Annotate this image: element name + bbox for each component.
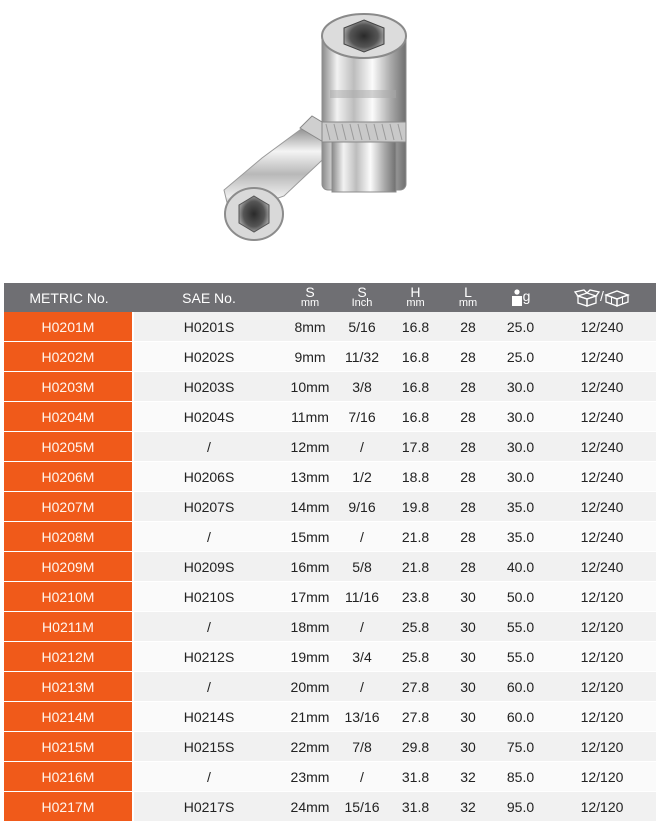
table-row [4,432,656,462]
cell-metric-no: H0207M [4,492,134,522]
socket-illustration [0,0,660,283]
cell-length: 30 [443,582,493,612]
box-open-icon [574,289,600,307]
cell-packing: 12/120 [548,732,656,762]
cell-sae-no: / [134,612,284,642]
header-s-inch-main: S [357,283,367,300]
cell-height: 16.8 [388,402,443,432]
cell-metric-no: H0213M [4,672,134,702]
cell-size-inch: 5/8 [336,552,388,582]
cell-packing: 12/240 [548,462,656,492]
cell-metric-no: H0201M [4,312,134,342]
cell-length: 28 [443,342,493,372]
cell-height: 18.8 [388,462,443,492]
cell-sae-no: H0201S [134,312,284,342]
cell-weight: 30.0 [493,402,548,432]
cell-weight: 55.0 [493,612,548,642]
cell-sae-no: H0204S [134,402,284,432]
cell-size-mm: 9mm [284,342,336,372]
header-l-sub: mm [458,296,478,309]
cell-size-inch: / [336,672,388,702]
cell-length: 28 [443,492,493,522]
cell-packing: 12/120 [548,642,656,672]
table-row [4,462,656,492]
cell-size-inch: 3/8 [336,372,388,402]
cell-length: 28 [443,372,493,402]
cell-length: 30 [443,702,493,732]
cell-packing: 12/120 [548,702,656,732]
cell-length: 28 [443,402,493,432]
cell-length: 28 [443,522,493,552]
header-metric: METRIC No. [4,283,134,312]
cell-packing: 12/240 [548,372,656,402]
cell-height: 29.8 [388,732,443,762]
cell-weight: 50.0 [493,582,548,612]
cell-length: 30 [443,732,493,762]
cell-size-mm: 21mm [284,702,336,732]
cell-metric-no: H0212M [4,642,134,672]
cell-sae-no: H0212S [134,642,284,672]
table-row [4,342,656,372]
cell-size-mm: 16mm [284,552,336,582]
cell-size-mm: 24mm [284,792,336,822]
product-photo [0,0,660,283]
cell-height: 19.8 [388,492,443,522]
cell-size-inch: 5/16 [336,312,388,342]
cell-length: 28 [443,462,493,492]
cell-size-inch: 13/16 [336,702,388,732]
cell-sae-no: / [134,522,284,552]
table-row [4,642,656,672]
cell-height: 23.8 [388,582,443,612]
header-weight [493,283,548,312]
cell-packing: 12/120 [548,672,656,702]
cell-sae-no: / [134,432,284,462]
cell-sae-no: H0210S [134,582,284,612]
table-row [4,582,656,612]
cell-size-inch: 3/4 [336,642,388,672]
cell-size-inch: 7/8 [336,732,388,762]
cell-size-mm: 12mm [284,432,336,462]
cell-weight: 30.0 [493,372,548,402]
header-s-mm-main: S [305,283,315,300]
cell-metric-no: H0215M [4,732,134,762]
header-packing-sep: / [600,288,604,305]
cell-height: 27.8 [388,702,443,732]
cell-size-inch: 1/2 [336,462,388,492]
cell-packing: 12/120 [548,612,656,642]
cell-weight: 85.0 [493,762,548,792]
cell-metric-no: H0205M [4,432,134,462]
cell-size-mm: 22mm [284,732,336,762]
cell-metric-no: H0209M [4,552,134,582]
cell-size-inch: / [336,762,388,792]
cell-packing: 12/120 [548,762,656,792]
header-sae: SAE No. [134,283,284,312]
table-row [4,522,656,552]
header-h [388,283,443,312]
cell-sae-no: H0206S [134,462,284,492]
cell-size-mm: 23mm [284,762,336,792]
table-row [4,762,656,792]
cell-weight: 95.0 [493,792,548,822]
cell-packing: 12/240 [548,432,656,462]
cell-length: 30 [443,672,493,702]
cell-height: 25.8 [388,642,443,672]
cell-sae-no: H0214S [134,702,284,732]
cell-height: 21.8 [388,552,443,582]
cell-size-mm: 17mm [284,582,336,612]
cell-size-mm: 10mm [284,372,336,402]
cell-weight: 75.0 [493,732,548,762]
header-s-mm-sub: mm [300,296,320,309]
cell-sae-no: H0217S [134,792,284,822]
cell-size-inch: 9/16 [336,492,388,522]
table-body [4,312,656,822]
table-row [4,792,656,822]
cell-length: 28 [443,432,493,462]
table-row [4,612,656,642]
cell-height: 31.8 [388,762,443,792]
cell-size-inch: 11/32 [336,342,388,372]
cell-size-mm: 8mm [284,312,336,342]
table-header-row [4,283,656,312]
cell-sae-no: H0207S [134,492,284,522]
cell-size-mm: 14mm [284,492,336,522]
cell-metric-no: H0211M [4,612,134,642]
header-weight-unit: g [522,288,531,305]
cell-size-inch: 7/16 [336,402,388,432]
cell-length: 32 [443,792,493,822]
cell-size-inch: 15/16 [336,792,388,822]
cell-height: 25.8 [388,612,443,642]
cell-height: 16.8 [388,312,443,342]
cell-metric-no: H0204M [4,402,134,432]
cell-weight: 60.0 [493,672,548,702]
cell-weight: 30.0 [493,432,548,462]
header-s-inch [336,283,388,312]
cell-metric-no: H0210M [4,582,134,612]
table-row [4,492,656,522]
cell-size-inch: / [336,612,388,642]
cell-metric-no: H0214M [4,702,134,732]
table-row [4,732,656,762]
header-s-mm [284,283,336,312]
cell-size-mm: 15mm [284,522,336,552]
cell-weight: 35.0 [493,522,548,552]
cell-size-mm: 20mm [284,672,336,702]
cell-size-mm: 19mm [284,642,336,672]
cell-size-mm: 18mm [284,612,336,642]
cell-packing: 12/240 [548,342,656,372]
header-l-main: L [464,283,472,300]
spec-table [4,283,656,822]
table-row [4,552,656,582]
cell-packing: 12/240 [548,552,656,582]
header-packing [548,283,656,312]
cell-height: 16.8 [388,372,443,402]
cell-size-mm: 11mm [284,402,336,432]
cell-sae-no: / [134,762,284,792]
cell-packing: 12/240 [548,312,656,342]
large-socket [322,14,406,192]
cell-metric-no: H0217M [4,792,134,822]
table-row [4,372,656,402]
cell-height: 21.8 [388,522,443,552]
cell-length: 28 [443,312,493,342]
cell-sae-no: / [134,672,284,702]
cell-metric-no: H0206M [4,462,134,492]
cell-weight: 25.0 [493,342,548,372]
cell-height: 16.8 [388,342,443,372]
cell-weight: 55.0 [493,642,548,672]
cell-metric-no: H0208M [4,522,134,552]
table-row [4,702,656,732]
cell-length: 30 [443,612,493,642]
weight-icon [511,289,523,307]
cell-metric-no: H0203M [4,372,134,402]
cell-height: 31.8 [388,792,443,822]
cell-weight: 35.0 [493,492,548,522]
cell-weight: 40.0 [493,552,548,582]
cell-packing: 12/120 [548,792,656,822]
cell-packing: 12/120 [548,582,656,612]
header-s-inch-sub: Inch [351,296,373,309]
cell-size-inch: 11/16 [336,582,388,612]
header-h-sub: mm [406,296,425,309]
cell-height: 27.8 [388,672,443,702]
cell-size-mm: 13mm [284,462,336,492]
table-row [4,672,656,702]
cell-metric-no: H0202M [4,342,134,372]
table-row [4,312,656,342]
cell-packing: 12/240 [548,402,656,432]
cell-sae-no: H0203S [134,372,284,402]
cell-sae-no: H0215S [134,732,284,762]
cell-packing: 12/240 [548,522,656,552]
cell-length: 30 [443,642,493,672]
cell-weight: 30.0 [493,462,548,492]
cell-length: 32 [443,762,493,792]
cell-metric-no: H0216M [4,762,134,792]
cell-packing: 12/240 [548,492,656,522]
cell-weight: 25.0 [493,312,548,342]
table-row [4,402,656,432]
header-h-main: H [410,283,421,300]
cell-size-inch: / [336,432,388,462]
cell-sae-no: H0209S [134,552,284,582]
cell-length: 28 [443,552,493,582]
header-l [443,283,493,312]
cell-height: 17.8 [388,432,443,462]
cell-weight: 60.0 [493,702,548,732]
cell-size-inch: / [336,522,388,552]
carton-icon [604,289,630,307]
cell-sae-no: H0202S [134,342,284,372]
